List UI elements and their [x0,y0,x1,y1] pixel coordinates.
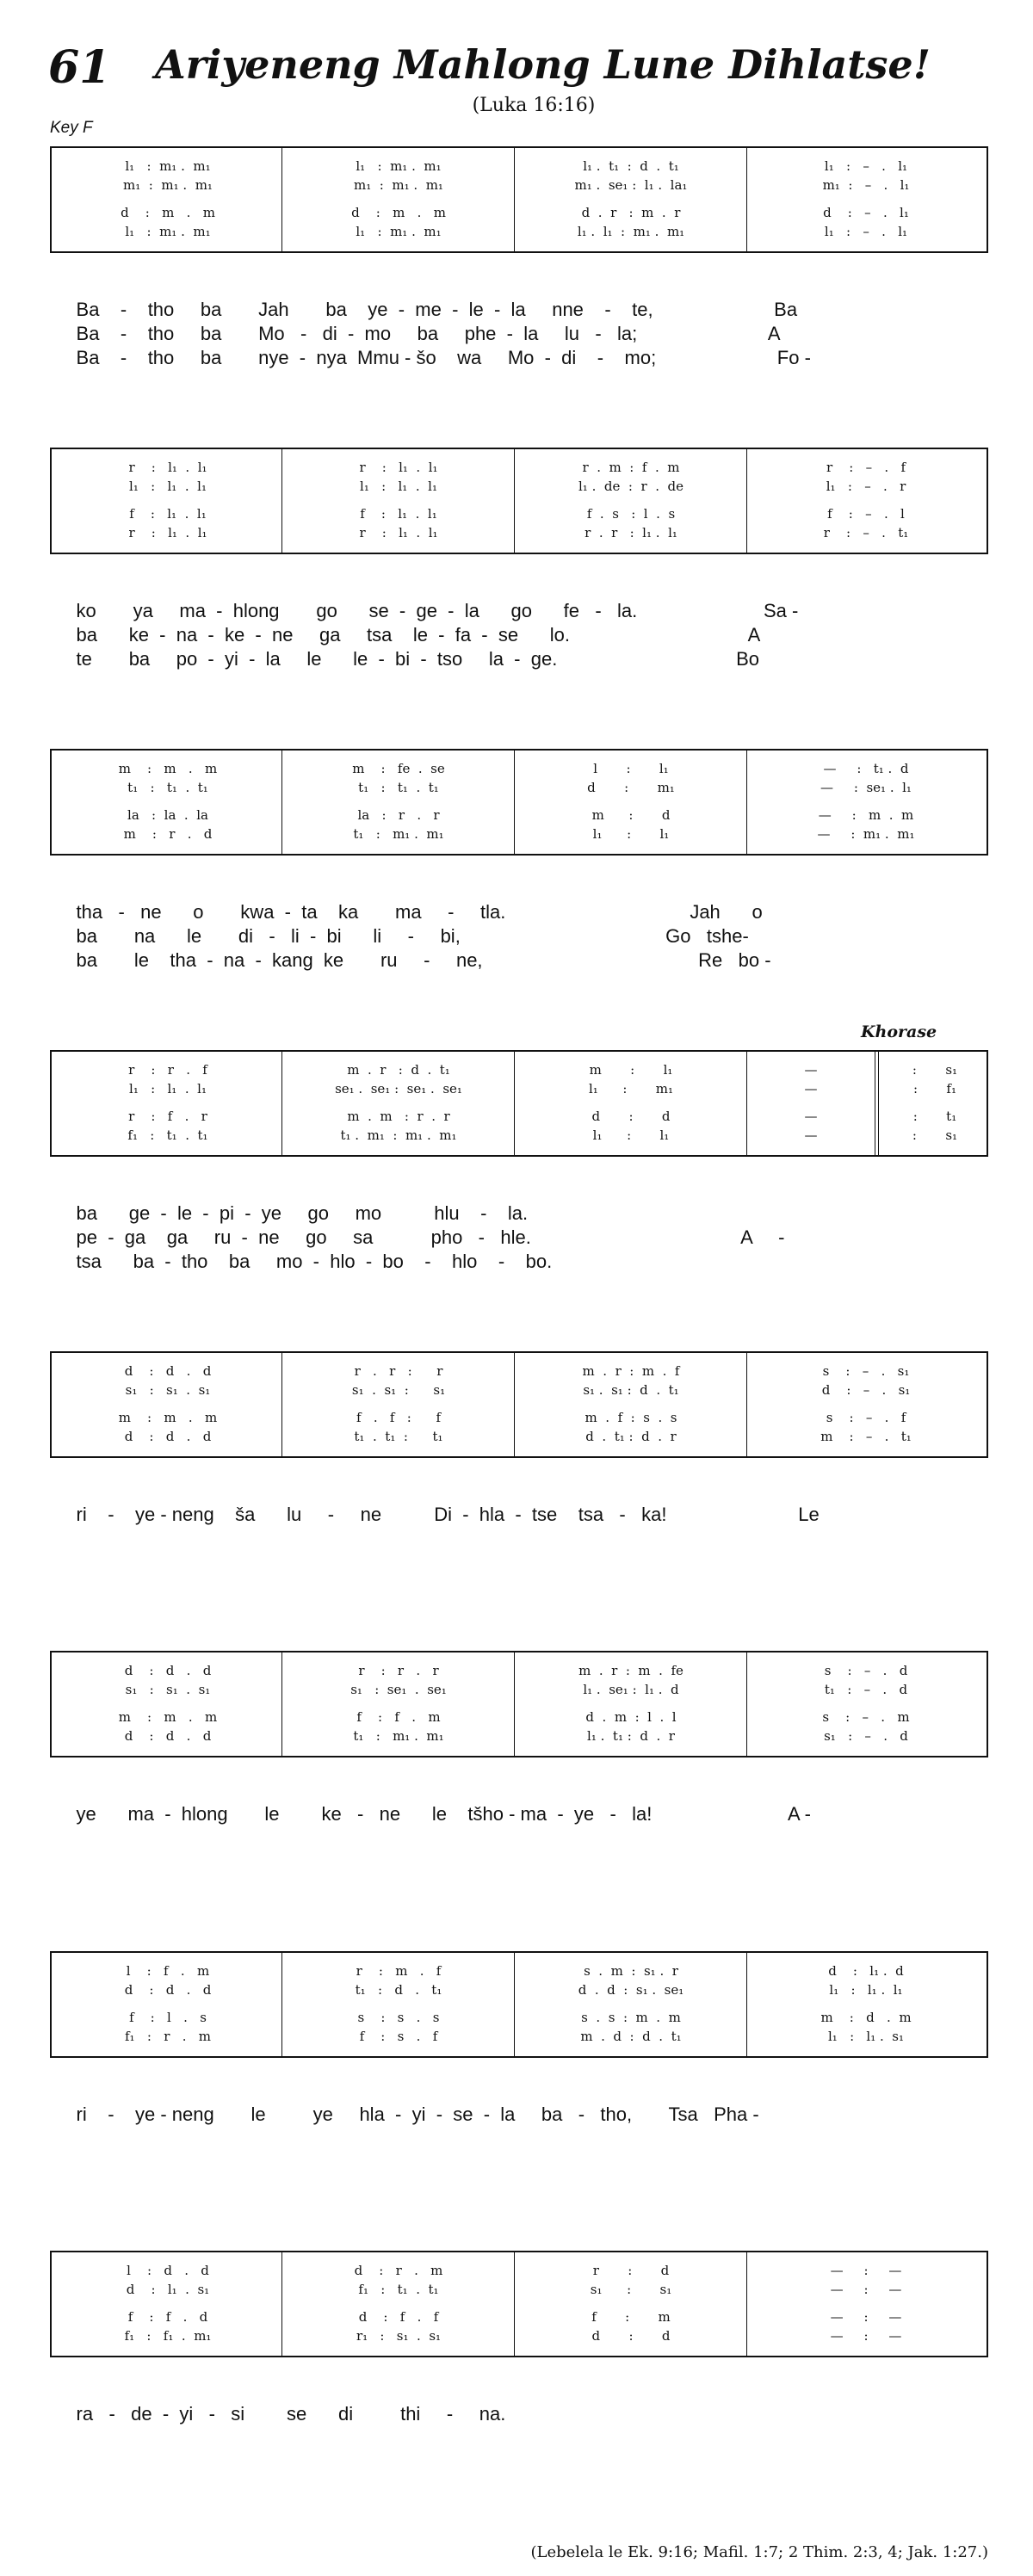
note-row: d : r . m [354,2263,443,2278]
note-row: m : m . m [118,1709,218,1725]
bar-line [514,1052,515,1155]
note-row: — [804,1127,818,1143]
lyric-line: ko ya ma - hlong go se - ge - la go fe - la. Sa - [50,600,799,621]
notation-staff [50,1050,988,1157]
lyric-line: pe - ga ga ru - ne go sa pho - hle. A - [50,1226,785,1248]
note-row: s : – . m [822,1709,910,1725]
note-row: la : r . r [357,807,440,823]
note-row: d : – . s₁ [821,1382,911,1398]
note-row: s₁ . s₁ : d . t₁ [583,1382,679,1398]
bar-line [514,751,515,854]
lyrics-block [50,298,988,370]
note-row: f : m [591,2309,671,2325]
note-row: t₁ : t₁ . t₁ [358,780,439,795]
note-row: l₁ : l₁ [592,1127,670,1143]
note-row: l₁ : l₁ . s₁ [827,2029,905,2044]
note-row: s . s : m . m [581,2010,681,2025]
note-row: s . m : s₁ . r [584,1963,678,1979]
note-row: f : f . d [127,2309,208,2325]
note-row: m . d : d . t₁ [580,2029,682,2044]
note-row: s₁ : se₁ . se₁ [350,1682,447,1697]
note-row: r : l₁ . l₁ [359,525,438,541]
note-row: m . r : d . t₁ [347,1062,450,1078]
key-signature: Key F [50,119,93,137]
note-row: — : — [830,2263,902,2278]
note-row: l : f . m [126,1963,210,1979]
hymn-number: 61 [48,41,111,94]
note-row: f : – . l [827,506,905,522]
note-row: f : l . s [129,2010,207,2025]
bar-line [514,2252,515,2356]
note-row: t₁ : m₁ . m₁ [353,826,444,842]
note-row: l₁ : – . l₁ [824,224,908,239]
lyric-line: ba le tha - na - kang ke ru - ne, Re bo - [50,949,771,971]
hymn-title: Ariyeneng Mahlong Lune Dihlatse! [155,41,931,88]
note-row: t₁ : – . d [824,1682,908,1697]
note-row: l₁ : m₁ . m₁ [356,158,442,174]
note-row: m₁ : m₁ . m₁ [123,177,213,193]
bar-line [746,1953,747,2056]
note-row: s : – . s₁ [822,1363,910,1379]
note-row: — : — [830,2309,902,2325]
note-row: f : l₁ . l₁ [129,506,207,522]
note-row: l₁ . de : r . de [578,479,684,494]
lyrics-block [50,1202,988,1274]
note-row: : t₁ [912,1109,957,1124]
note-row: — : m₁ . m₁ [817,826,915,842]
note-row: d : d . d [124,1663,212,1678]
note-row: d : d . d [124,1363,212,1379]
lyrics-block [50,1802,988,1826]
note-row: f . s : l . s [586,506,676,522]
lyrics-block [50,2402,988,2426]
note-row: — : t₁ . d [823,761,909,776]
bar-line [746,1052,747,1155]
note-row: se₁ . se₁ : se₁ . se₁ [335,1081,462,1096]
bar-line [281,1052,282,1155]
lyrics-block [50,1503,988,1527]
bar-line [746,148,747,251]
notation-staff [50,1651,988,1757]
lyric-line: tha - ne o kwa - ta ka ma - tla. Jah o [50,901,763,923]
bar-line [281,1953,282,2056]
note-row: f₁ : t₁ . t₁ [127,1127,208,1143]
note-row: d : d . d [124,1982,212,1998]
note-row: l₁ . se₁ : l₁ . d [583,1682,679,1697]
note-row: s₁ : s₁ . s₁ [125,1382,211,1398]
note-row: m : fe . se [352,761,445,776]
notation-staff [50,2251,988,2357]
lyric-line: ba ge - le - pi - ye go mo hlu - la. [50,1202,529,1224]
note-row: l₁ : – . l₁ [824,158,908,174]
note-row: m : m . m [118,761,218,776]
notation-staff [50,749,988,856]
note-row: l₁ : l₁ . l₁ [129,479,207,494]
note-row: d : m . m [121,205,215,220]
note-row: — [804,1081,818,1096]
lyric-line: ri - ye - neng le ye hla - yi - se - la ba - tho, Tsa Pha - [50,2103,759,2125]
note-row: r : – . f [826,460,906,475]
note-row: m₁ : m₁ . m₁ [354,177,443,193]
note-row: d : – . l₁ [823,205,909,220]
note-row: s₁ : s₁ . s₁ [125,1682,211,1697]
lyric-line: ba ke - na - ke - ne ga tsa le - fa - se lo. A [50,624,761,646]
note-row: — [804,1062,818,1078]
footer-reference: (Lebelela le Ek. 9:16; Mafil. 1:7; 2 Thim. 2:3, 4; Jak. 1:27.) [530,2543,988,2561]
note-row: — : — [830,2282,902,2297]
note-row: d : d . d [124,1728,212,1744]
note-row: r₁ : s₁ . s₁ [356,2328,442,2344]
note-row: l₁ : l₁ . l₁ [829,1982,903,1998]
chorus-label: Khorase [861,1022,937,1041]
note-row: r . m : f . m [582,460,680,475]
note-row: d . m : l . l [585,1709,677,1725]
bar-line [281,1652,282,1756]
note-row: f : f . m [356,1709,441,1725]
note-row: — : m . m [818,807,914,823]
notation-staff [50,146,988,253]
note-row: d : d [591,2328,671,2344]
note-row: r . r : l₁ . l₁ [585,525,677,541]
lyric-line: Ba - tho ba Jah ba ye - me - le - la nne - te, Ba [50,299,798,320]
note-row: d : f . f [358,2309,439,2325]
note-row: t₁ . m₁ : m₁ . m₁ [340,1127,457,1143]
lyric-line: Ba - tho ba nye - nya Mmu - šo wa Mo - di - mo; Fo - [50,347,811,368]
bar-line [514,1652,515,1756]
notation-staff [50,1951,988,2058]
note-row: m : d . m [820,2010,912,2025]
note-row: d . r : m . r [581,205,681,220]
note-row: : f₁ [913,1081,956,1096]
note-row: m : m . m [118,1410,218,1425]
note-row: r : m . f [356,1963,442,1979]
note-row: m₁ : – . l₁ [822,177,910,193]
note-row: r : r . f [128,1062,207,1078]
note-row: t₁ . t₁ : t₁ [354,1429,443,1444]
bar-line [746,1652,747,1756]
note-row: l : d . d [127,2263,209,2278]
note-row: t₁ : d . t₁ [355,1982,442,1998]
note-row: m . f : s . s [585,1410,677,1425]
note-row: s₁ : s₁ [590,2282,672,2297]
bar-line [746,2252,747,2356]
note-row: r : r . r [358,1663,439,1678]
bar-line [514,1953,515,2056]
note-row: — [804,1109,818,1124]
note-row: f . f : f [356,1410,441,1425]
note-row: : s₁ [912,1062,958,1078]
bar-line [281,2252,282,2356]
note-row: s : – . d [824,1663,908,1678]
lyric-line: Ba - tho ba Mo - di - mo ba phe - la lu - la; A [50,323,781,344]
note-row: s₁ . s₁ : s₁ [351,1382,446,1398]
note-row: l : l₁ [593,761,669,776]
notation-staff [50,1351,988,1458]
lyric-line: te ba po - yi - la le le - bi - tso la - ge. Bo [50,648,760,670]
note-row: d : m₁ [587,780,675,795]
lyrics-block [50,2103,988,2127]
note-row: l₁ . t₁ : d . r [587,1728,675,1744]
note-row: l₁ . t₁ : d . t₁ [583,158,679,174]
note-row: t₁ : m₁ . m₁ [353,1728,444,1744]
note-row: r : – . t₁ [823,525,909,541]
bar-line [281,148,282,251]
note-row: m . r : m . f [582,1363,680,1379]
note-row: d . t₁ : d . r [585,1429,677,1444]
note-row: m : r . d [123,826,213,842]
note-row: f : l₁ . l₁ [360,506,437,522]
note-row: — : se₁ . l₁ [820,780,912,795]
bar-line [514,148,515,251]
bar-line [746,1353,747,1456]
note-row: m . r : m . fe [578,1663,684,1678]
lyrics-block [50,900,988,973]
note-row: l₁ : l₁ . l₁ [360,479,437,494]
note-row: f₁ : t₁ . t₁ [358,2282,439,2297]
note-row: l₁ : – . r [826,479,906,494]
lyric-line: tsa ba - tho ba mo - hlo - bo - hlo - bo. [50,1251,553,1272]
note-row: m . m : r . r [347,1109,450,1124]
note-row: t₁ : t₁ . t₁ [127,780,208,795]
lyric-line: ye ma - hlong le ke - ne le tšho - ma - ye - la! A - [50,1803,811,1825]
bar-line [281,449,282,553]
scripture-reference: (Luka 16:16) [472,95,596,116]
note-row: d : m . m [351,205,446,220]
note-row: s₁ : – . d [824,1728,908,1744]
note-row: d : l₁ . s₁ [126,2282,210,2297]
note-row: l₁ : m₁ . m₁ [125,158,211,174]
note-row: d : d [591,1109,671,1124]
note-row: l₁ : m₁ . m₁ [125,224,211,239]
note-row: m₁ . se₁ : l₁ . la₁ [574,177,688,193]
bar-line [514,449,515,553]
note-row: s : – . f [826,1410,906,1425]
note-row: r : f . r [128,1109,207,1124]
note-row: r . r : r [354,1363,443,1379]
double-bar-line [875,1052,879,1155]
note-row: r : l₁ . l₁ [128,460,207,475]
lyrics-block [50,599,988,671]
lyric-line: ra - de - yi - si se di thi - na. [50,2403,506,2425]
bar-line [746,449,747,553]
note-row: l₁ : l₁ . l₁ [129,1081,207,1096]
note-row: r : d [592,2263,670,2278]
note-row: r : l₁ . l₁ [359,460,438,475]
bar-line [281,751,282,854]
note-row: — : — [830,2328,902,2344]
notation-staff [50,448,988,554]
note-row: : s₁ [912,1127,958,1143]
note-row: d : d . d [124,1429,212,1444]
note-row: m : – . t₁ [820,1429,912,1444]
note-row: s : s . s [357,2010,440,2025]
note-row: l₁ : l₁ [592,826,670,842]
bar-line [281,1353,282,1456]
note-row: r : l₁ . l₁ [128,525,207,541]
bar-line [514,1353,515,1456]
note-row: m : l₁ [589,1062,673,1078]
note-row: d . d : s₁ . se₁ [578,1982,684,1998]
note-row: f₁ : r . m [125,2029,211,2044]
lyric-line: ri - ye - neng ša lu - ne Di - hla - tse tsa - ka! Le [50,1504,820,1525]
note-row: d : l₁ . d [828,1963,904,1979]
note-row: f : s . f [359,2029,438,2044]
note-row: la : la . la [127,807,208,823]
note-row: l₁ : m₁ . m₁ [356,224,442,239]
bar-line [746,751,747,854]
note-row: m : d [591,807,671,823]
note-row: l₁ : m₁ [588,1081,674,1096]
note-row: l₁ . l₁ : m₁ . m₁ [577,224,685,239]
lyric-line: ba na le di - li - bi li - bi, Go tshe- [50,925,749,947]
note-row: f₁ : f₁ . m₁ [124,2328,212,2344]
